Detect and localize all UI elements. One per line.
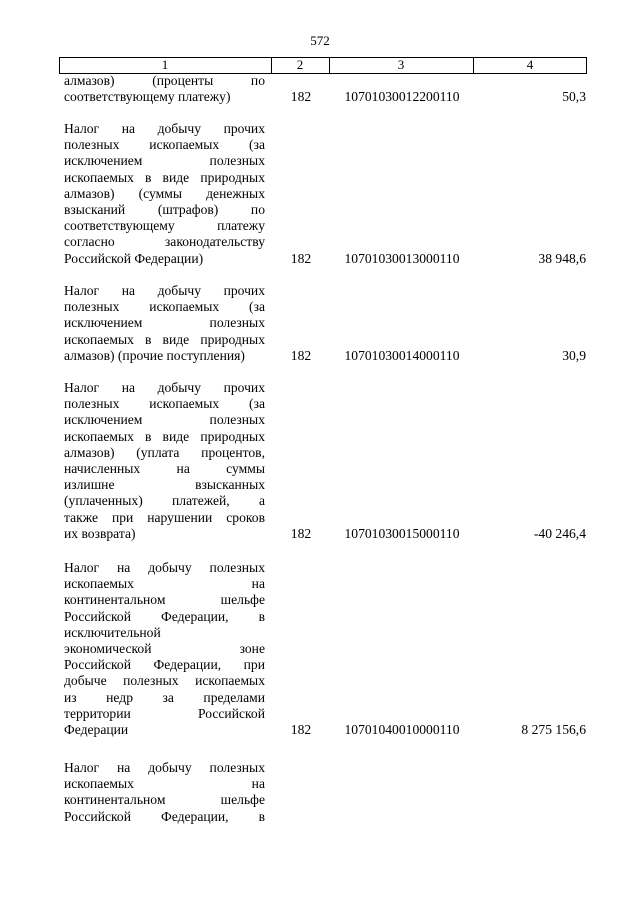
row-amount: 30,9 <box>562 347 586 363</box>
row-name-line: Российской Федерации, в <box>64 608 265 624</box>
row-amount: 8 275 156,6 <box>521 722 586 737</box>
table-header <box>59 57 587 74</box>
header-divider <box>586 58 587 73</box>
row-name-line: экономической зоне <box>64 641 265 656</box>
row-code: 182 <box>290 347 312 363</box>
row-name-line: алмазов) (прочие поступления) <box>64 347 245 363</box>
row-name-line: согласно законодательству <box>64 234 265 250</box>
row-name-line: полезных ископаемых (за <box>64 299 265 315</box>
row-name-line: добыче полезных ископаемых <box>64 673 265 689</box>
row-name-line: полезных ископаемых (за <box>64 396 265 412</box>
row-name-line: соответствующему платежу <box>64 218 265 234</box>
page-number: 572 <box>310 33 330 48</box>
row-amount <box>480 808 586 825</box>
row-name-line: Налог на добычу прочих <box>64 380 265 395</box>
row-name-line: ископаемых на <box>64 776 265 792</box>
row-kbk-code: 10701040010000110 <box>344 722 460 737</box>
row-name-line: полезных ископаемых (за <box>64 137 265 153</box>
row-name-line: Российской Федерации, в <box>64 808 265 824</box>
row-name-line: ископаемых на <box>64 576 265 592</box>
row-code: 182 <box>290 722 312 737</box>
row-code: 182 <box>290 89 312 105</box>
row-name-line: излишне взысканных <box>64 477 265 493</box>
row-name-line: Российской Федерации) <box>64 250 204 266</box>
row-name-line: исключением полезных <box>64 412 265 428</box>
row-amount: -40 246,4 <box>533 525 586 541</box>
row-name-line: исключением полезных <box>64 153 265 169</box>
row-amount: 50,3 <box>562 89 586 105</box>
row-name-line: алмазов) (уплата процентов, <box>64 444 265 460</box>
row-name-line: исключением полезных <box>64 315 265 331</box>
row-name-line: ископаемых в виде природных <box>64 428 265 444</box>
row-code: 182 <box>290 525 312 541</box>
row-kbk-code <box>330 808 474 825</box>
row-name-line: Налог на добычу прочих <box>64 283 265 298</box>
row-code <box>282 808 320 825</box>
header-col-2: 2 <box>296 57 304 72</box>
row-amount: 38 948,6 <box>538 250 586 266</box>
row-code: 182 <box>290 250 312 266</box>
row-name-line: взысканий (штрафов) по <box>64 202 265 217</box>
row-name-line: ископаемых в виде природных <box>64 331 265 347</box>
header-col-3: 3 <box>397 57 405 72</box>
row-name-line: ископаемых в виде природных <box>64 169 265 185</box>
row-name-line: Налог на добычу прочих <box>64 121 265 136</box>
row-name-line: из недр за пределами <box>64 689 265 705</box>
row-name-line: Налог на добычу полезных <box>64 560 265 575</box>
row-name-line: исключительной <box>64 624 161 640</box>
row-name-line: континентальном шельфе <box>64 592 265 608</box>
row-name-line: соответствующему платежу) <box>64 89 231 105</box>
row-name-line: Налог на добычу полезных <box>64 760 265 775</box>
row-name-line: алмазов) (суммы денежных <box>64 185 265 201</box>
row-name-line: Федерации <box>64 722 129 737</box>
row-name-line: (уплаченных) платежей, а <box>64 493 265 509</box>
row-name-line: алмазов) (проценты по <box>64 73 265 88</box>
row-name-line: начисленных на суммы <box>64 461 265 476</box>
row-kbk-code: 10701030013000110 <box>344 250 460 266</box>
row-name-line: также при нарушении сроков <box>64 509 265 525</box>
header-col-1: 1 <box>161 57 169 72</box>
row-name-line: континентальном шельфе <box>64 792 265 808</box>
row-kbk-code: 10701030012200110 <box>344 89 460 105</box>
header-col-4: 4 <box>526 57 534 72</box>
row-name-line: Российской Федерации, при <box>64 657 265 673</box>
row-kbk-code: 10701030014000110 <box>344 347 460 363</box>
row-name-line: территории Российской <box>64 705 265 721</box>
row-kbk-code: 10701030015000110 <box>344 525 460 541</box>
row-name-line: их возврата) <box>64 525 136 541</box>
